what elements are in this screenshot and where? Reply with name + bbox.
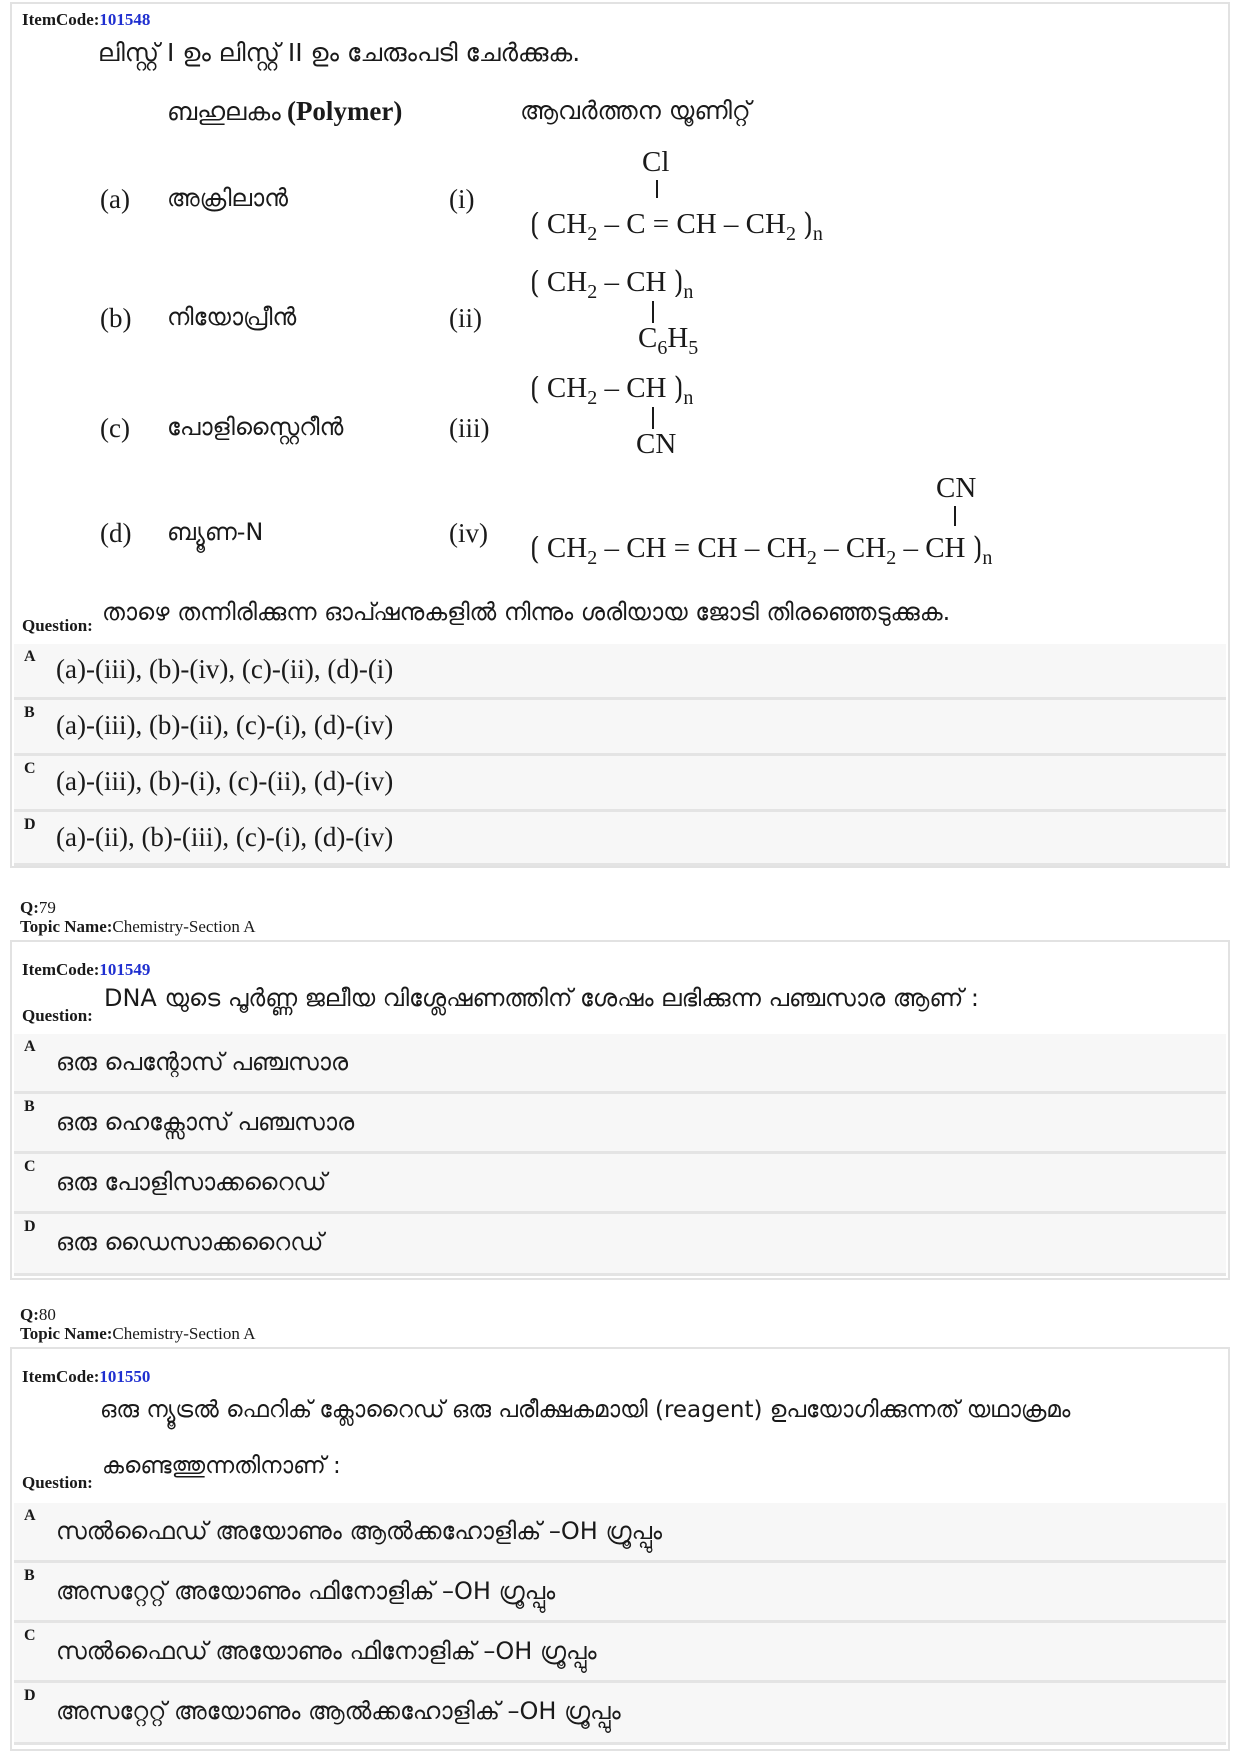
structure-iii-chain: ⟮ $CH_2$ – CH $⟯_n$ [530, 372, 694, 409]
question-text: DNA യുടെ പൂർണ്ണ ജലീയ വിശ്ലേഷണത്തിന് ശേഷം ലഭിക്കുന്ന പഞ്ചസാര ആണ് : [104, 984, 980, 1012]
structure-ii-chain: ⟮ $CH_2$ – CH $⟯_n$ [530, 266, 694, 303]
structure-iii-substituent: CN [636, 428, 677, 460]
option-letter: A [24, 1038, 36, 1055]
option-d[interactable] [14, 1683, 1226, 1745]
item-code-line [22, 1367, 150, 1387]
q-number: 79 [38, 898, 56, 917]
q-label: Q: [20, 898, 39, 917]
option-text: അസറ്റേറ്റ് അയോണും ഫിനോളിക് –OH ഗ്രൂപ്പും [56, 1577, 556, 1605]
item-code-link[interactable]: 101550 [99, 1367, 151, 1386]
topic-label: Topic Name: [20, 917, 113, 936]
structure-ii-bond [652, 301, 654, 323]
structure-iv-chain: ⟮ $CH_2$ – CH = CH – $CH_2 - CH_2$ – CH $⟯_n$ [530, 532, 993, 569]
structure-iv-substituent: CN [936, 472, 977, 504]
structure-i-chain: ⟮ $CH_2$ – C = CH – $CH_2$ $⟯_n$ [530, 208, 823, 245]
option-text: (a)-(iii), (b)-(iv), (c)-(ii), (d)-(i) [56, 654, 394, 684]
list1-name-b: നിയോപ്രീൻ [167, 303, 297, 331]
list2-key-i: (i) [449, 184, 475, 214]
option-text: സൽഫൈഡ് അയോണും ആൽക്കഹോളിക് –OH ഗ്രൂപ്പും [56, 1517, 663, 1545]
list2-header: ആവർത്തന യൂണിറ്റ് [520, 96, 751, 125]
option-letter: B [24, 1567, 35, 1584]
list1-header-en: (Polymer) [286, 96, 403, 126]
list2-key-ii: (ii) [449, 303, 482, 333]
option-text: ഒരു പോളിസാക്കറൈഡ് [56, 1168, 327, 1196]
option-b[interactable] [14, 1094, 1226, 1154]
option-letter: C [24, 1158, 36, 1175]
topic-label: Topic Name: [20, 1324, 113, 1343]
option-letter: A [24, 648, 36, 665]
option-text: (a)-(iii), (b)-(ii), (c)-(i), (d)-(iv) [56, 710, 394, 740]
option-b[interactable] [14, 700, 1226, 756]
option-a[interactable] [14, 1503, 1226, 1563]
q-label: Q: [20, 1305, 39, 1324]
option-d[interactable] [14, 812, 1226, 866]
list1-name-a: അക്രിലാൻ [167, 184, 289, 212]
list1-key-a: (a) [100, 184, 130, 214]
question-text-line2: കണ്ടെത്തുന്നതിനാണ് : [102, 1453, 341, 1479]
topic-line-79 [20, 917, 255, 937]
option-letter: C [24, 760, 36, 777]
question-panel-101550 [10, 1347, 1230, 1751]
option-text: ഒരു ഹെക്സോസ് പഞ്ചസാര [56, 1108, 355, 1136]
option-a[interactable] [14, 644, 1226, 700]
question-number-79 [20, 898, 56, 918]
option-b[interactable] [14, 1563, 1226, 1623]
option-text: (a)-(iii), (b)-(i), (c)-(ii), (d)-(iv) [56, 766, 394, 796]
item-code-line [22, 960, 150, 980]
option-c[interactable] [14, 1154, 1226, 1214]
item-code-label: ItemCode: [22, 960, 100, 979]
structure-i-bond [656, 180, 658, 198]
q-number: 80 [38, 1305, 56, 1324]
item-code-line [22, 10, 150, 30]
option-letter: D [24, 816, 36, 833]
option-letter: D [24, 1687, 36, 1704]
item-code-link[interactable]: 101549 [99, 960, 151, 979]
list1-header-ml: ബഹുലകം [167, 97, 281, 126]
topic-name: Chemistry-Section A [112, 917, 256, 936]
list1-name-c: പോളിസ്റ്റൈറീൻ [167, 413, 344, 441]
structure-i-substituent: Cl [642, 146, 670, 178]
list1-header [167, 96, 402, 127]
option-text: സൽഫൈഡ് അയോണും ഫിനോളിക് –OH ഗ്രൂപ്പും [56, 1637, 597, 1665]
question-text-line1: ഒരു ന്യൂട്രൽ ഫെറിക് ക്ലോറൈഡ് ഒരു പരീക്ഷകമായി (reagent) ഉപയോഗിക്കുന്നത് യഥാക്രമം [100, 1397, 1071, 1423]
question-panel-101548 [10, 2, 1230, 868]
item-code-link[interactable]: 101548 [99, 10, 151, 29]
list2-key-iii: (iii) [449, 413, 490, 443]
option-d[interactable] [14, 1214, 1226, 1276]
structure-iv-bond [954, 506, 956, 526]
option-letter: D [24, 1218, 36, 1235]
question-label: Question: [22, 616, 93, 635]
topic-name: Chemistry-Section A [112, 1324, 256, 1343]
list1-key-c: (c) [100, 413, 130, 443]
list2-key-iv: (iv) [449, 518, 488, 548]
question-text: താഴെ തന്നിരിക്കുന്ന ഓപ്ഷനുകളിൽ നിന്നും ശരിയായ ജോടി തിരഞ്ഞെടുക്കുക. [102, 598, 951, 626]
option-text: ഒരു ഡൈസാക്കറൈഡ് [56, 1228, 324, 1256]
option-text: (a)-(ii), (b)-(iii), (c)-(i), (d)-(iv) [56, 822, 394, 852]
option-c[interactable] [14, 1623, 1226, 1683]
instruction-text: ലിസ്റ്റ് I ഉം ലിസ്റ്റ് II ഉം ചേരുംപടി ചേർക്കുക. [98, 38, 581, 67]
list1-key-d: (d) [100, 518, 132, 548]
question-number-80 [20, 1305, 56, 1325]
option-letter: A [24, 1507, 36, 1524]
list1-name-d: ബ്യൂണ-N [167, 518, 264, 546]
question-panel-101549 [10, 940, 1230, 1280]
option-text: ഒരു പെന്റോസ് പഞ്ചസാര [56, 1048, 349, 1076]
item-code-label: ItemCode: [22, 1367, 100, 1386]
option-letter: B [24, 704, 35, 721]
option-a[interactable] [14, 1034, 1226, 1094]
topic-line-80 [20, 1324, 255, 1344]
structure-ii-substituent: $C_6H_5$ [638, 322, 699, 359]
item-code-label: ItemCode: [22, 10, 100, 29]
option-letter: C [24, 1627, 36, 1644]
list1-key-b: (b) [100, 303, 132, 333]
question-label: Question: [22, 1006, 93, 1025]
option-text: അസറ്റേറ്റ് അയോണും ആൽക്കഹോളിക് –OH ഗ്രൂപ്പും [56, 1697, 621, 1725]
option-letter: B [24, 1098, 35, 1115]
structure-iii-bond [652, 407, 654, 429]
question-label: Question: [22, 1473, 93, 1492]
option-c[interactable] [14, 756, 1226, 812]
